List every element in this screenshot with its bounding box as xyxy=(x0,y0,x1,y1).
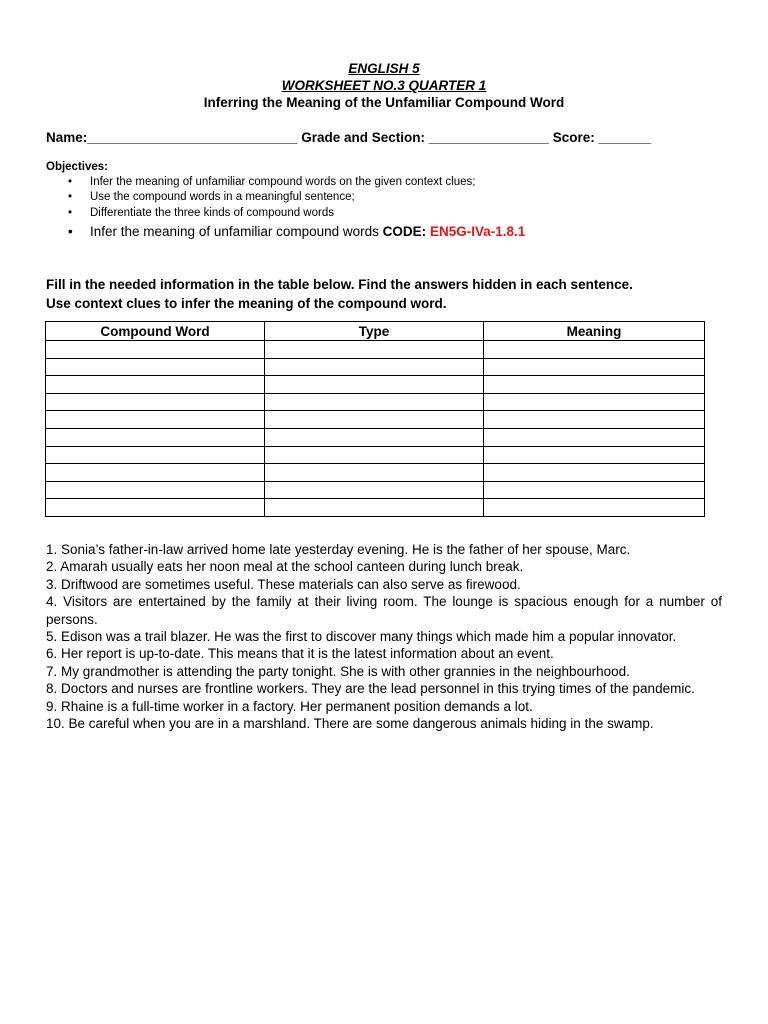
answer-cell-type[interactable] xyxy=(265,376,484,394)
sentence-list xyxy=(46,541,722,732)
table-row xyxy=(46,446,705,464)
answer-cell-type[interactable] xyxy=(265,411,484,429)
answer-cell-type[interactable] xyxy=(265,499,484,517)
sentence-item: 9. Rhaine is a full-time worker in a factory. Her permanent position demands a lot. xyxy=(46,698,533,714)
score-label: Score: xyxy=(552,130,595,145)
code-label: CODE: xyxy=(382,224,427,240)
sentence-item: 7. My grandmother is attending the party tonight. She is with other grannies in the neighbourhood. xyxy=(46,663,630,679)
sentence-item: 10. Be careful when you are in a marshland. There are some dangerous animals hiding in the swamp. xyxy=(46,716,654,732)
answer-cell-compound-word[interactable] xyxy=(46,446,265,464)
objective-item: • Differentiate the three kinds of compound words xyxy=(46,206,726,221)
sentence-item: 1. Sonia’s father-in-law arrived home late yesterday evening. He is the father of her spouse, Marc. xyxy=(46,542,631,557)
answer-cell-meaning[interactable] xyxy=(484,499,705,517)
answer-cell-type[interactable] xyxy=(265,358,484,376)
table-row xyxy=(46,428,705,446)
table-row xyxy=(46,358,705,376)
answer-cell-compound-word[interactable] xyxy=(46,341,265,359)
table-header-row xyxy=(46,322,705,341)
sentence-item: 6. Her report is up-to-date. This means that it is the latest information about an event. xyxy=(46,646,554,662)
answer-cell-compound-word[interactable] xyxy=(46,428,265,446)
answer-cell-compound-word[interactable] xyxy=(46,481,265,499)
table-row xyxy=(46,464,705,482)
instructions xyxy=(46,275,726,313)
lesson-title: Inferring the Meaning of the Unfamiliar Compound Word xyxy=(203,95,565,110)
answer-cell-type[interactable] xyxy=(265,341,484,359)
answer-cell-meaning[interactable] xyxy=(484,376,705,394)
sentence-item: 2. Amarah usually eats her noon meal at the school canteen during lunch break. xyxy=(46,559,524,575)
sentence-item: 8. Doctors and nurses are frontline workers. They are the lead personnel in this trying times of the pandemic. xyxy=(46,681,695,697)
table-row xyxy=(46,411,705,429)
answer-cell-type[interactable] xyxy=(265,481,484,499)
answer-cell-compound-word[interactable] xyxy=(46,499,265,517)
answer-cell-compound-word[interactable] xyxy=(46,358,265,376)
answer-cell-meaning[interactable] xyxy=(484,428,705,446)
answer-cell-meaning[interactable] xyxy=(484,464,705,482)
subject-title: ENGLISH 5 xyxy=(348,61,420,76)
competency-code: EN5G-IVa-1.8.1 xyxy=(429,224,526,240)
grade-section-blank: ________________ xyxy=(428,130,549,145)
answer-cell-meaning[interactable] xyxy=(484,358,705,376)
answer-cell-meaning[interactable] xyxy=(484,393,705,411)
column-header-compound-word: Compound Word xyxy=(46,322,265,341)
answer-cell-meaning[interactable] xyxy=(484,341,705,359)
answer-cell-compound-word[interactable] xyxy=(46,464,265,482)
objective-item: • Use the compound words in a meaningful sentence; xyxy=(46,190,726,205)
name-blank: ____________________________ xyxy=(87,130,298,145)
objectives-heading: Objectives: xyxy=(46,161,108,173)
objectives-list xyxy=(46,175,726,241)
table-body xyxy=(46,341,705,517)
answer-cell-compound-word[interactable] xyxy=(46,411,265,429)
score-blank: _______ xyxy=(598,130,652,145)
sentence-item: 3. Driftwood are sometimes useful. These materials can also serve as firewood. xyxy=(46,576,521,592)
objective-item-with-code xyxy=(46,222,726,241)
table-row xyxy=(46,499,705,517)
instruction-line: Fill in the needed information in the table below. Find the answers hidden in each sentence. xyxy=(46,277,633,292)
answer-cell-type[interactable] xyxy=(265,393,484,411)
answer-cell-meaning[interactable] xyxy=(484,446,705,464)
student-info-line xyxy=(46,130,726,145)
table-row xyxy=(46,341,705,359)
answer-cell-compound-word[interactable] xyxy=(46,393,265,411)
table-row xyxy=(46,393,705,411)
instruction-line: Use context clues to infer the meaning of the compound word. xyxy=(46,296,447,311)
name-label: Name: xyxy=(46,130,88,145)
table-row xyxy=(46,481,705,499)
answer-table xyxy=(45,321,705,517)
table-row xyxy=(46,376,705,394)
worksheet-title: WORKSHEET NO.3 QUARTER 1 xyxy=(281,78,487,93)
column-header-type: Type xyxy=(265,322,484,341)
answer-cell-type[interactable] xyxy=(265,428,484,446)
sentence-item: 4. Visitors are entertained by the family at their living room. The lounge is spacious enough for a number of persons. xyxy=(46,594,722,627)
sentence-item: 5. Edison was a trail blazer. He was the first to discover many things which made him a popular innovator. xyxy=(46,629,677,645)
column-header-meaning: Meaning xyxy=(484,322,705,341)
objective-item: • Infer the meaning of unfamiliar compound words on the given context clues; xyxy=(46,175,726,190)
answer-cell-compound-word[interactable] xyxy=(46,376,265,394)
objective-text: Infer the meaning of unfamiliar compound words xyxy=(90,224,379,240)
answer-cell-meaning[interactable] xyxy=(484,411,705,429)
answer-cell-type[interactable] xyxy=(265,464,484,482)
answer-cell-meaning[interactable] xyxy=(484,481,705,499)
answer-cell-type[interactable] xyxy=(265,446,484,464)
grade-section-label: Grade and Section: xyxy=(301,130,426,145)
